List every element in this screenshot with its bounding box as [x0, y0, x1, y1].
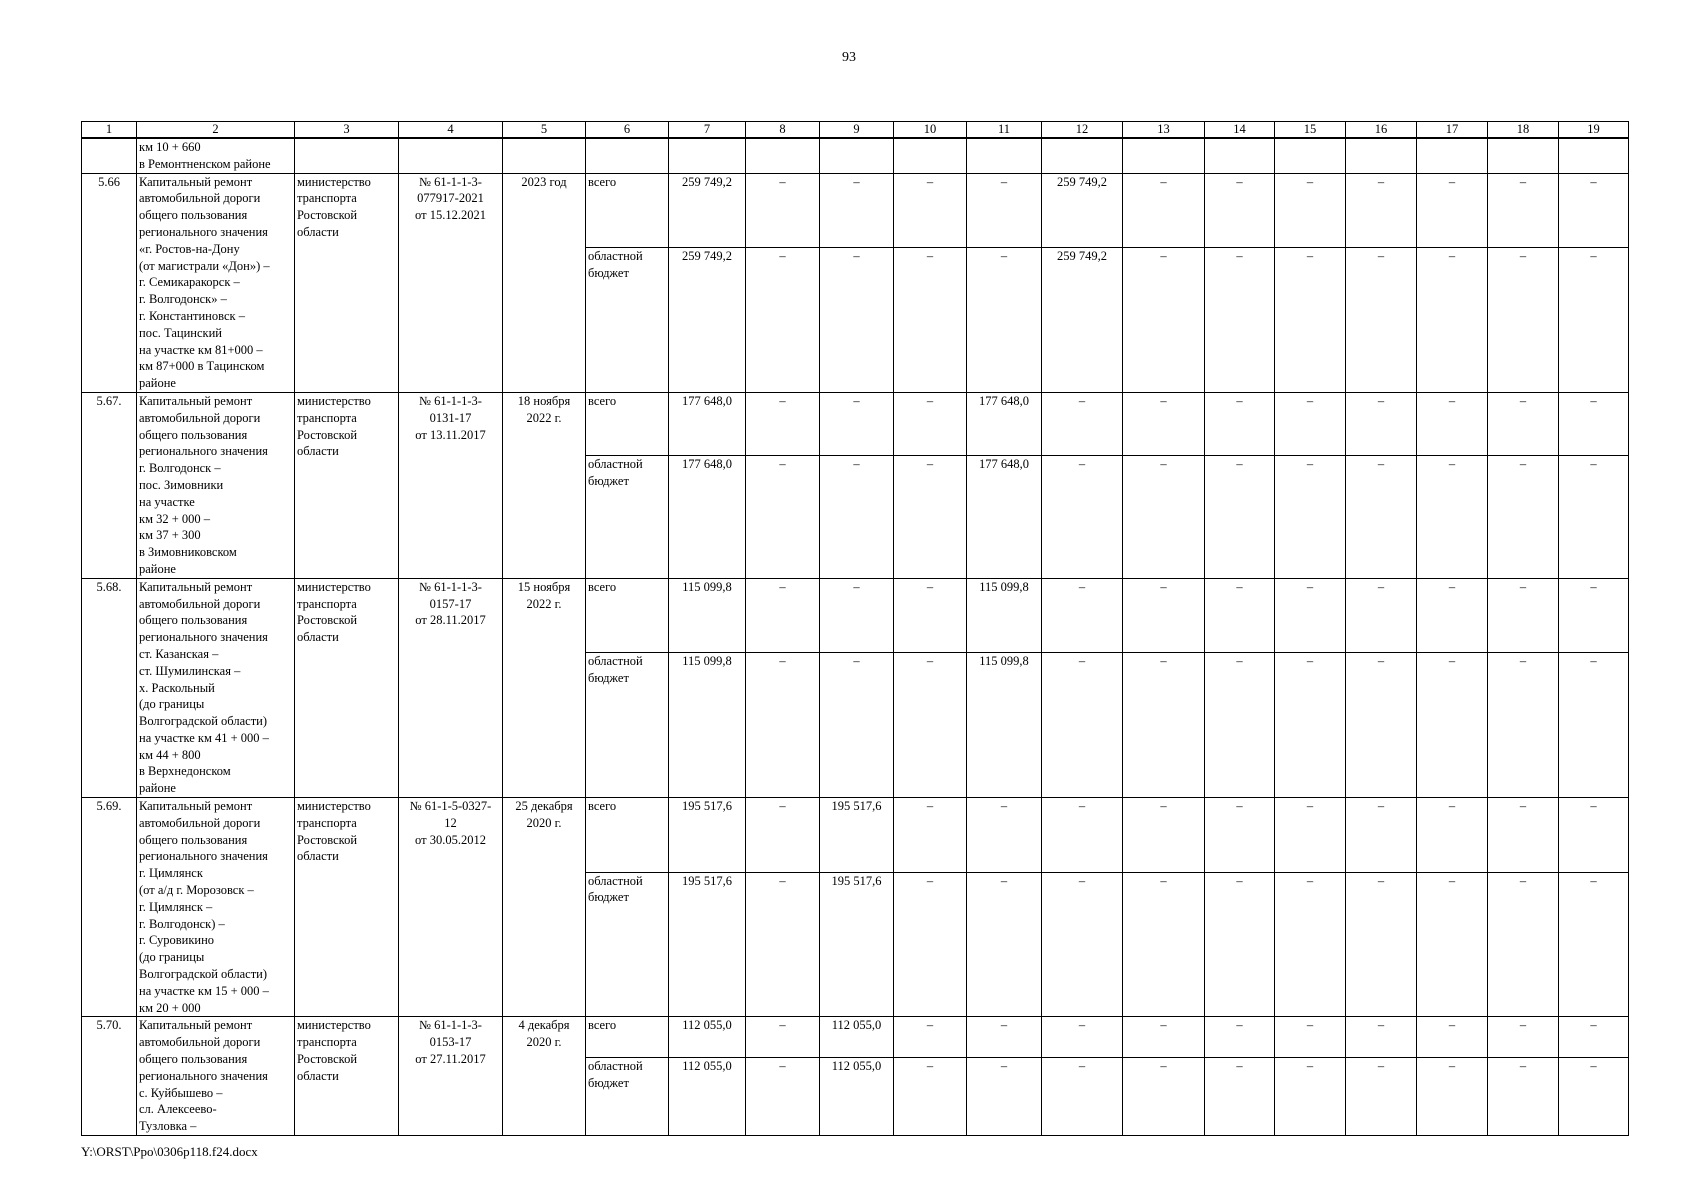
- value-cell: –: [1417, 1057, 1488, 1135]
- project-name: Капитальный ремонт автомобильной дороги общего пользования регионального значения г. Цимлянск (от а/д г. Морозовск – г. Цимлянск – г. Волгодонск) – г. Суровикино (до границы Волгоградской области) на участке км 15 + 000 – км 20 + 000: [137, 798, 295, 1017]
- column-number: 17: [1417, 122, 1488, 139]
- funding-source-total: всего: [586, 1017, 669, 1057]
- project-row-total: [82, 578, 1629, 653]
- value-cell: –: [1205, 798, 1275, 873]
- value-cell: –: [1346, 248, 1417, 393]
- value-cell: –: [746, 798, 820, 873]
- value-cell: –: [746, 872, 820, 1017]
- column-number: 19: [1559, 122, 1629, 139]
- value-cell: –: [967, 248, 1042, 393]
- funding-source-total: всего: [586, 578, 669, 653]
- continuation-row: [82, 138, 1629, 173]
- value-cell: –: [894, 1057, 967, 1135]
- document-reference: № 61-1-1-3- 0153-17 от 27.11.2017: [399, 1017, 503, 1136]
- funding-source-regional: областной бюджет: [586, 248, 669, 393]
- value-cell: 195 517,6: [820, 872, 894, 1017]
- completion-date: 2023 год: [503, 173, 586, 392]
- project-row-total: [82, 798, 1629, 873]
- value-cell: –: [1346, 1017, 1417, 1057]
- project-row-total: [82, 1017, 1629, 1057]
- funding-source-total: всего: [586, 173, 669, 248]
- value-cell: –: [1346, 872, 1417, 1017]
- column-number: 18: [1488, 122, 1559, 139]
- value-cell: –: [1205, 1017, 1275, 1057]
- value-cell: –: [1488, 392, 1559, 455]
- value-cell: –: [1275, 798, 1346, 873]
- responsible-org: министерство транспорта Ростовской области: [295, 578, 399, 797]
- value-cell: –: [1559, 173, 1629, 248]
- value-cell: –: [967, 173, 1042, 248]
- value-cell: –: [1123, 248, 1205, 393]
- column-number: 16: [1346, 122, 1417, 139]
- value-cell: –: [1205, 1057, 1275, 1135]
- value-cell: –: [1559, 1057, 1629, 1135]
- row-number: 5.70.: [82, 1017, 137, 1136]
- value-cell: –: [967, 1057, 1042, 1135]
- value-cell: –: [1123, 456, 1205, 579]
- value-cell: –: [894, 1017, 967, 1057]
- value-cell: –: [894, 872, 967, 1017]
- value-cell: –: [1205, 456, 1275, 579]
- value-cell: –: [1559, 392, 1629, 455]
- value-cell: –: [1275, 1017, 1346, 1057]
- value-cell: –: [1417, 173, 1488, 248]
- value-cell: 115 099,8: [967, 653, 1042, 798]
- completion-date: 4 декабря 2020 г.: [503, 1017, 586, 1136]
- value-cell: –: [1123, 392, 1205, 455]
- column-number-row: [82, 122, 1629, 139]
- value-cell: –: [1205, 578, 1275, 653]
- value-cell: 195 517,6: [669, 872, 746, 1017]
- value-cell: –: [967, 1017, 1042, 1057]
- value-cell: –: [746, 392, 820, 455]
- value-cell: –: [1042, 392, 1123, 455]
- value-cell: –: [1488, 456, 1559, 579]
- value-cell: –: [746, 173, 820, 248]
- value-cell: 112 055,0: [669, 1057, 746, 1135]
- value-cell: –: [1488, 1057, 1559, 1135]
- value-cell: –: [746, 653, 820, 798]
- responsible-org: министерство транспорта Ростовской области: [295, 1017, 399, 1136]
- value-cell: 177 648,0: [669, 456, 746, 579]
- value-cell: –: [1275, 872, 1346, 1017]
- value-cell: –: [1205, 392, 1275, 455]
- project-row-total: [82, 173, 1629, 248]
- value-cell: –: [1559, 578, 1629, 653]
- value-cell: –: [1488, 798, 1559, 873]
- project-name: Капитальный ремонт автомобильной дороги общего пользования регионального значения «г. Ростов-на-Дону (от магистрали «Дон») – г. Семикаракорск – г. Волгодонск» – г. Константиновск – пос. Тацинский на участке км 81+000 – км 87+000 в Тацинском районе: [137, 173, 295, 392]
- column-number: 1: [82, 122, 137, 139]
- value-cell: –: [746, 578, 820, 653]
- value-cell: –: [820, 173, 894, 248]
- column-number: 7: [669, 122, 746, 139]
- responsible-org: министерство транспорта Ростовской области: [295, 798, 399, 1017]
- value-cell: –: [1275, 653, 1346, 798]
- value-cell: –: [1275, 173, 1346, 248]
- value-cell: –: [1123, 578, 1205, 653]
- column-number: 2: [137, 122, 295, 139]
- value-cell: –: [1123, 173, 1205, 248]
- row-number: 5.69.: [82, 798, 137, 1017]
- row-number: 5.67.: [82, 392, 137, 578]
- value-cell: 112 055,0: [820, 1017, 894, 1057]
- value-cell: –: [1488, 173, 1559, 248]
- value-cell: –: [1559, 872, 1629, 1017]
- value-cell: –: [746, 248, 820, 393]
- budget-table: [81, 121, 1629, 1136]
- responsible-org: министерство транспорта Ростовской области: [295, 173, 399, 392]
- column-number: 14: [1205, 122, 1275, 139]
- file-path-footer: Y:\ORST\Ppo\0306p118.f24.docx: [81, 1144, 258, 1159]
- value-cell: –: [1559, 248, 1629, 393]
- value-cell: –: [1042, 798, 1123, 873]
- value-cell: –: [894, 392, 967, 455]
- column-number: 15: [1275, 122, 1346, 139]
- value-cell: –: [894, 456, 967, 579]
- value-cell: –: [1346, 798, 1417, 873]
- value-cell: 177 648,0: [967, 456, 1042, 579]
- value-cell: –: [1559, 456, 1629, 579]
- funding-source-regional: областной бюджет: [586, 872, 669, 1017]
- value-cell: –: [1123, 653, 1205, 798]
- value-cell: –: [967, 872, 1042, 1017]
- project-name: Капитальный ремонт автомобильной дороги общего пользования регионального значения ст. Казанская – ст. Шумилинская – х. Раскольный (до границы Волгоградской области) на участке км 41 + 000 – км 44 + 800 в Верхнедонском районе: [137, 578, 295, 797]
- column-number: 13: [1123, 122, 1205, 139]
- value-cell: –: [894, 173, 967, 248]
- value-cell: –: [1042, 456, 1123, 579]
- value-cell: –: [1275, 248, 1346, 393]
- row-number: 5.66: [82, 173, 137, 392]
- document-reference: № 61-1-5-0327- 12 от 30.05.2012: [399, 798, 503, 1017]
- document-reference: № 61-1-1-3- 0157-17 от 28.11.2017: [399, 578, 503, 797]
- value-cell: –: [1346, 578, 1417, 653]
- column-number: 5: [503, 122, 586, 139]
- row-number: 5.68.: [82, 578, 137, 797]
- funding-source-total: всего: [586, 392, 669, 455]
- value-cell: 259 749,2: [1042, 248, 1123, 393]
- value-cell: –: [1417, 872, 1488, 1017]
- value-cell: –: [1346, 392, 1417, 455]
- value-cell: –: [1417, 653, 1488, 798]
- value-cell: –: [1042, 1057, 1123, 1135]
- value-cell: –: [1488, 1017, 1559, 1057]
- value-cell: –: [1275, 1057, 1346, 1135]
- value-cell: –: [1275, 392, 1346, 455]
- value-cell: –: [1346, 456, 1417, 579]
- value-cell: –: [1042, 653, 1123, 798]
- value-cell: –: [820, 578, 894, 653]
- value-cell: –: [967, 798, 1042, 873]
- value-cell: –: [1488, 578, 1559, 653]
- value-cell: 195 517,6: [820, 798, 894, 873]
- value-cell: –: [1205, 872, 1275, 1017]
- value-cell: –: [746, 456, 820, 579]
- value-cell: –: [1346, 173, 1417, 248]
- value-cell: –: [1417, 1017, 1488, 1057]
- value-cell: –: [1488, 653, 1559, 798]
- project-name: Капитальный ремонт автомобильной дороги общего пользования регионального значения г. Волгодонск – пос. Зимовники на участке км 32 + 000 – км 37 + 300 в Зимовниковском районе: [137, 392, 295, 578]
- value-cell: 115 099,8: [669, 578, 746, 653]
- value-cell: –: [1417, 392, 1488, 455]
- value-cell: –: [1275, 578, 1346, 653]
- page-number: 93: [842, 50, 856, 65]
- value-cell: –: [894, 248, 967, 393]
- value-cell: –: [820, 456, 894, 579]
- value-cell: –: [1205, 248, 1275, 393]
- value-cell: –: [1417, 456, 1488, 579]
- column-number: 12: [1042, 122, 1123, 139]
- value-cell: 259 749,2: [669, 173, 746, 248]
- funding-source-total: всего: [586, 798, 669, 873]
- column-number: 3: [295, 122, 399, 139]
- project-name: Капитальный ремонт автомобильной дороги общего пользования регионального значения с. Куйбышево – сл. Алексеево- Тузловка –: [137, 1017, 295, 1136]
- value-cell: –: [1559, 1017, 1629, 1057]
- value-cell: 177 648,0: [669, 392, 746, 455]
- value-cell: –: [894, 578, 967, 653]
- funding-source-regional: областной бюджет: [586, 456, 669, 579]
- value-cell: –: [1042, 578, 1123, 653]
- value-cell: –: [1488, 248, 1559, 393]
- column-number: 10: [894, 122, 967, 139]
- column-number: 4: [399, 122, 503, 139]
- value-cell: –: [1346, 1057, 1417, 1135]
- continuation-name: км 10 + 660 в Ремонтненском районе: [137, 138, 295, 173]
- value-cell: –: [820, 653, 894, 798]
- value-cell: 115 099,8: [967, 578, 1042, 653]
- value-cell: –: [1417, 578, 1488, 653]
- value-cell: 112 055,0: [820, 1057, 894, 1135]
- completion-date: 15 ноября 2022 г.: [503, 578, 586, 797]
- value-cell: –: [1123, 1017, 1205, 1057]
- value-cell: 115 099,8: [669, 653, 746, 798]
- value-cell: –: [1488, 872, 1559, 1017]
- value-cell: –: [894, 653, 967, 798]
- value-cell: –: [746, 1017, 820, 1057]
- value-cell: 177 648,0: [967, 392, 1042, 455]
- completion-date: 25 декабря 2020 г.: [503, 798, 586, 1017]
- value-cell: –: [820, 248, 894, 393]
- column-number: 11: [967, 122, 1042, 139]
- value-cell: –: [1559, 798, 1629, 873]
- value-cell: –: [1123, 872, 1205, 1017]
- completion-date: 18 ноября 2022 г.: [503, 392, 586, 578]
- value-cell: 259 749,2: [669, 248, 746, 393]
- column-number: 9: [820, 122, 894, 139]
- value-cell: –: [1275, 456, 1346, 579]
- value-cell: –: [1042, 1017, 1123, 1057]
- value-cell: –: [1205, 653, 1275, 798]
- responsible-org: министерство транспорта Ростовской области: [295, 392, 399, 578]
- value-cell: –: [746, 1057, 820, 1135]
- value-cell: –: [1205, 173, 1275, 248]
- project-row-total: [82, 392, 1629, 455]
- column-number: 6: [586, 122, 669, 139]
- value-cell: 195 517,6: [669, 798, 746, 873]
- document-reference: № 61-1-1-3- 077917-2021 от 15.12.2021: [399, 173, 503, 392]
- funding-source-regional: областной бюджет: [586, 653, 669, 798]
- value-cell: –: [1346, 653, 1417, 798]
- value-cell: –: [820, 392, 894, 455]
- funding-source-regional: областной бюджет: [586, 1057, 669, 1135]
- value-cell: –: [1123, 1057, 1205, 1135]
- value-cell: –: [1559, 653, 1629, 798]
- value-cell: 259 749,2: [1042, 173, 1123, 248]
- value-cell: –: [1042, 872, 1123, 1017]
- value-cell: –: [894, 798, 967, 873]
- column-number: 8: [746, 122, 820, 139]
- value-cell: –: [1417, 798, 1488, 873]
- value-cell: –: [1417, 248, 1488, 393]
- value-cell: –: [1123, 798, 1205, 873]
- value-cell: 112 055,0: [669, 1017, 746, 1057]
- document-reference: № 61-1-1-3- 0131-17 от 13.11.2017: [399, 392, 503, 578]
